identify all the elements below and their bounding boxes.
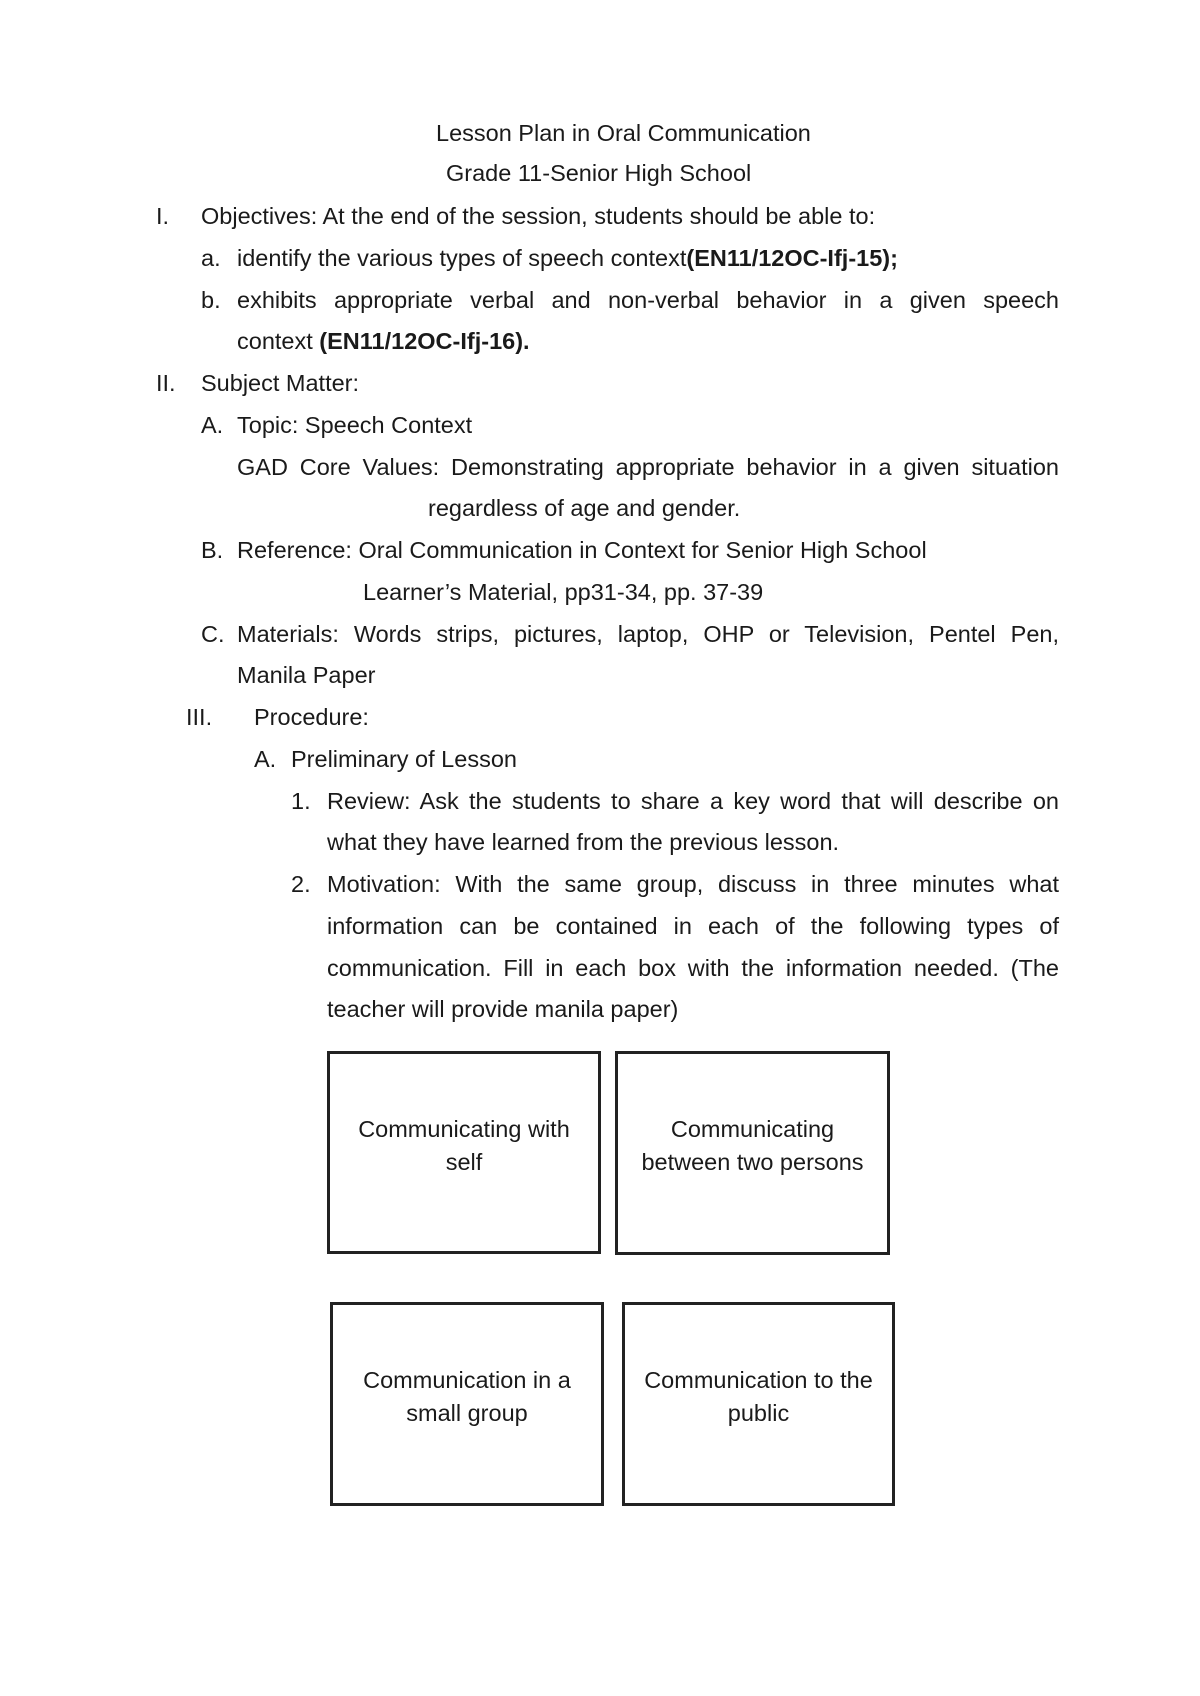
document-title: Lesson Plan in Oral Communication	[436, 120, 811, 146]
section-numeral-iii: III.	[186, 704, 213, 730]
objective-b-line2	[237, 327, 530, 355]
document-subtitle: Grade 11-Senior High School	[446, 160, 752, 186]
prelim-marker: A.	[254, 746, 277, 772]
topic-text: Topic: Speech Context	[237, 412, 473, 438]
context-box-two-persons-label: Communicating between two persons	[641, 1116, 864, 1175]
section-numeral-i: I.	[156, 203, 170, 229]
context-box-public	[622, 1302, 895, 1506]
objective-b-marker: b.	[201, 287, 221, 313]
objective-b-line1: exhibits appropriate verbal and non-verbal behavior in a given speech	[237, 287, 1059, 313]
objective-a-marker: a.	[201, 245, 221, 271]
objective-a	[237, 244, 898, 272]
context-box-self-label: Communicating with self	[358, 1115, 570, 1175]
context-box-small-group	[330, 1302, 604, 1506]
materials-line2: Manila Paper	[237, 662, 376, 688]
materials-line1: Materials: Words strips, pictures, laptop, OHP or Television, Pentel Pen,	[237, 621, 1059, 647]
objective-b-text: context	[237, 328, 320, 354]
subject-matter-heading: Subject Matter:	[201, 370, 360, 396]
context-box-two-persons	[615, 1051, 890, 1255]
context-box-public-label: Communication to the public	[644, 1367, 873, 1426]
step-1-line1: Review: Ask the students to share a key word that will describe on	[327, 788, 1059, 814]
prelim-heading: Preliminary of Lesson	[291, 746, 517, 772]
step-2-line1: Motivation: With the same group, discuss in three minutes what	[327, 871, 1059, 897]
step-2-line4: teacher will provide manila paper)	[327, 996, 679, 1022]
objective-a-code: (EN11/12OC-Ifj-15);	[686, 245, 898, 271]
reference-line2: Learner’s Material, pp31-34, pp. 37-39	[363, 579, 764, 605]
section-numeral-ii: II.	[156, 370, 176, 396]
step-2-marker: 2.	[291, 871, 311, 897]
step-2-line3: communication. Fill in each box with the information needed. (The	[327, 955, 1059, 981]
step-1-marker: 1.	[291, 788, 311, 814]
gad-values-line2: regardless of age and gender.	[428, 495, 741, 521]
topic-marker: A.	[201, 412, 224, 438]
step-2-line2: information can be contained in each of the following types of	[327, 913, 1059, 939]
procedure-heading: Procedure:	[254, 704, 369, 730]
context-box-small-group-label: Communication in a small group	[363, 1367, 571, 1426]
objectives-heading: Objectives: At the end of the session, students should be able to:	[201, 203, 876, 229]
objective-a-text: identify the various types of speech context	[237, 245, 687, 271]
context-box-self	[327, 1051, 601, 1254]
gad-values-line1: GAD Core Values: Demonstrating appropriate behavior in a given situation	[237, 454, 1059, 480]
objective-b-code: (EN11/12OC-Ifj-16).	[319, 328, 530, 354]
reference-line1: Reference: Oral Communication in Context for Senior High School	[237, 537, 927, 563]
materials-marker: C.	[201, 621, 225, 647]
step-1-line2: what they have learned from the previous lesson.	[327, 829, 840, 855]
reference-marker: B.	[201, 537, 224, 563]
